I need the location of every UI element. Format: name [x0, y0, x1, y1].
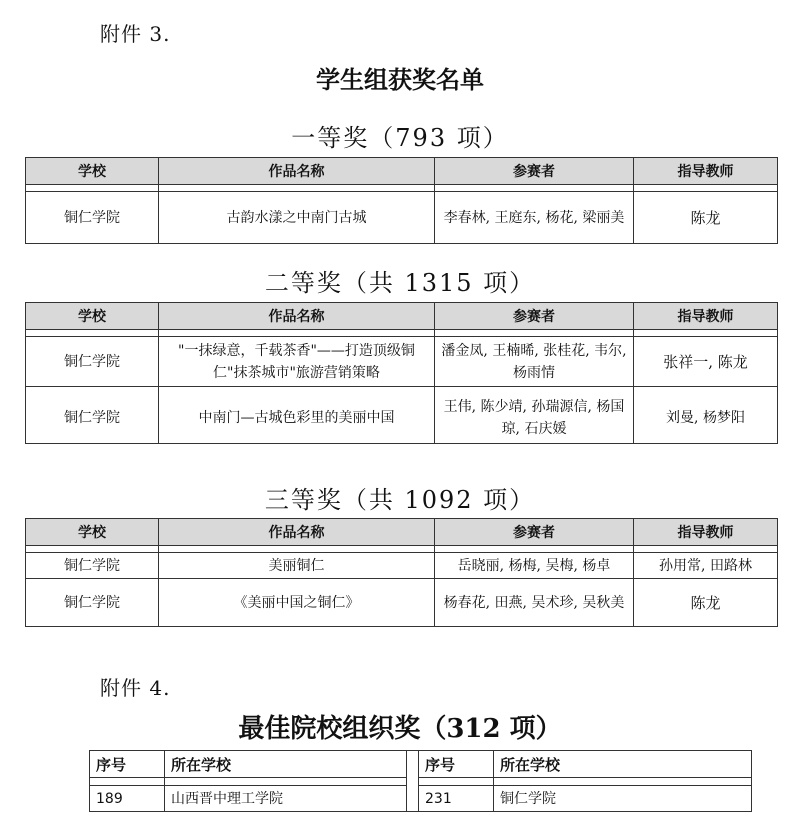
cell-school: 铜仁学院 [26, 393, 159, 443]
cell-participants: 潘金凤, 王楠晞, 张桂花, 韦尔, 杨雨情 [435, 337, 634, 387]
cell-teacher: 陈龙 [634, 579, 778, 627]
appendix-3-label: 附件 3. [100, 22, 171, 46]
header-seq: 序号 [419, 751, 494, 778]
cell-seq: 231 [419, 786, 494, 812]
header-work: 作品名称 [159, 303, 435, 330]
cell-teacher: 刘曼, 杨梦阳 [634, 393, 778, 443]
header-participants: 参赛者 [435, 303, 634, 330]
third-prize-title: 三等奖（共 1092 项） [264, 486, 536, 514]
cell-work: "一抹绿意，千载茶香"——打造顶级铜仁"抹茶城市"旅游营销策略 [159, 337, 435, 387]
cell-school: 铜仁学院 [26, 192, 159, 244]
cell-work: 美丽铜仁 [159, 553, 435, 579]
header-work: 作品名称 [159, 519, 435, 546]
cell-school: 铜仁学院 [26, 579, 159, 627]
table-row [26, 579, 778, 627]
column-gap [407, 786, 419, 812]
first-prize-table [25, 157, 778, 244]
table-row [26, 553, 778, 579]
cell-teacher: 张祥一, 陈龙 [634, 337, 778, 387]
page-title: 学生组获奖名单 [316, 65, 484, 94]
header-school: 学校 [26, 519, 159, 546]
cell-teacher: 陈龙 [634, 192, 778, 244]
table-row [26, 337, 778, 387]
header-org-school: 所在学校 [494, 751, 752, 778]
cell-org-school: 铜仁学院 [494, 786, 752, 812]
header-work: 作品名称 [159, 158, 435, 185]
cell-school: 铜仁学院 [26, 553, 159, 579]
table-row [26, 192, 778, 244]
column-gap [407, 751, 419, 778]
org-award-title: 最佳院校组织奖（312 项） [238, 714, 562, 744]
table-row [90, 786, 752, 812]
cell-work: 中南门—古城色彩里的美丽中国 [159, 393, 435, 443]
cell-work: 古韵水漾之中南门古城 [159, 192, 435, 244]
cell-participants: 杨春花, 田燕, 吴术珍, 吴秋美 [435, 579, 634, 627]
header-teacher: 指导教师 [634, 303, 778, 330]
third-prize-table [25, 518, 778, 627]
cell-seq: 189 [90, 786, 165, 812]
header-participants: 参赛者 [435, 158, 634, 185]
header-seq: 序号 [90, 751, 165, 778]
cell-teacher: 孙用常, 田路林 [634, 553, 778, 579]
header-school: 学校 [26, 303, 159, 330]
org-award-table [89, 750, 752, 812]
cell-school: 铜仁学院 [26, 337, 159, 387]
second-prize-table [25, 302, 778, 444]
header-teacher: 指导教师 [634, 519, 778, 546]
cell-work: 《美丽中国之铜仁》 [159, 579, 435, 627]
header-teacher: 指导教师 [634, 158, 778, 185]
cell-org-school: 山西晋中理工学院 [165, 786, 407, 812]
appendix-4-label: 附件 4. [100, 676, 171, 700]
first-prize-title: 一等奖（793 项） [291, 124, 509, 152]
header-org-school: 所在学校 [165, 751, 407, 778]
cell-participants: 王伟, 陈少靖, 孙瑞源信, 杨国琼, 石庆媛 [435, 393, 634, 443]
cell-participants: 岳晓丽, 杨梅, 吴梅, 杨卓 [435, 553, 634, 579]
table-row [26, 393, 778, 443]
header-participants: 参赛者 [435, 519, 634, 546]
cell-participants: 李春林, 王庭东, 杨花, 梁丽美 [435, 192, 634, 244]
header-school: 学校 [26, 158, 159, 185]
second-prize-title: 二等奖（共 1315 项） [264, 269, 536, 297]
